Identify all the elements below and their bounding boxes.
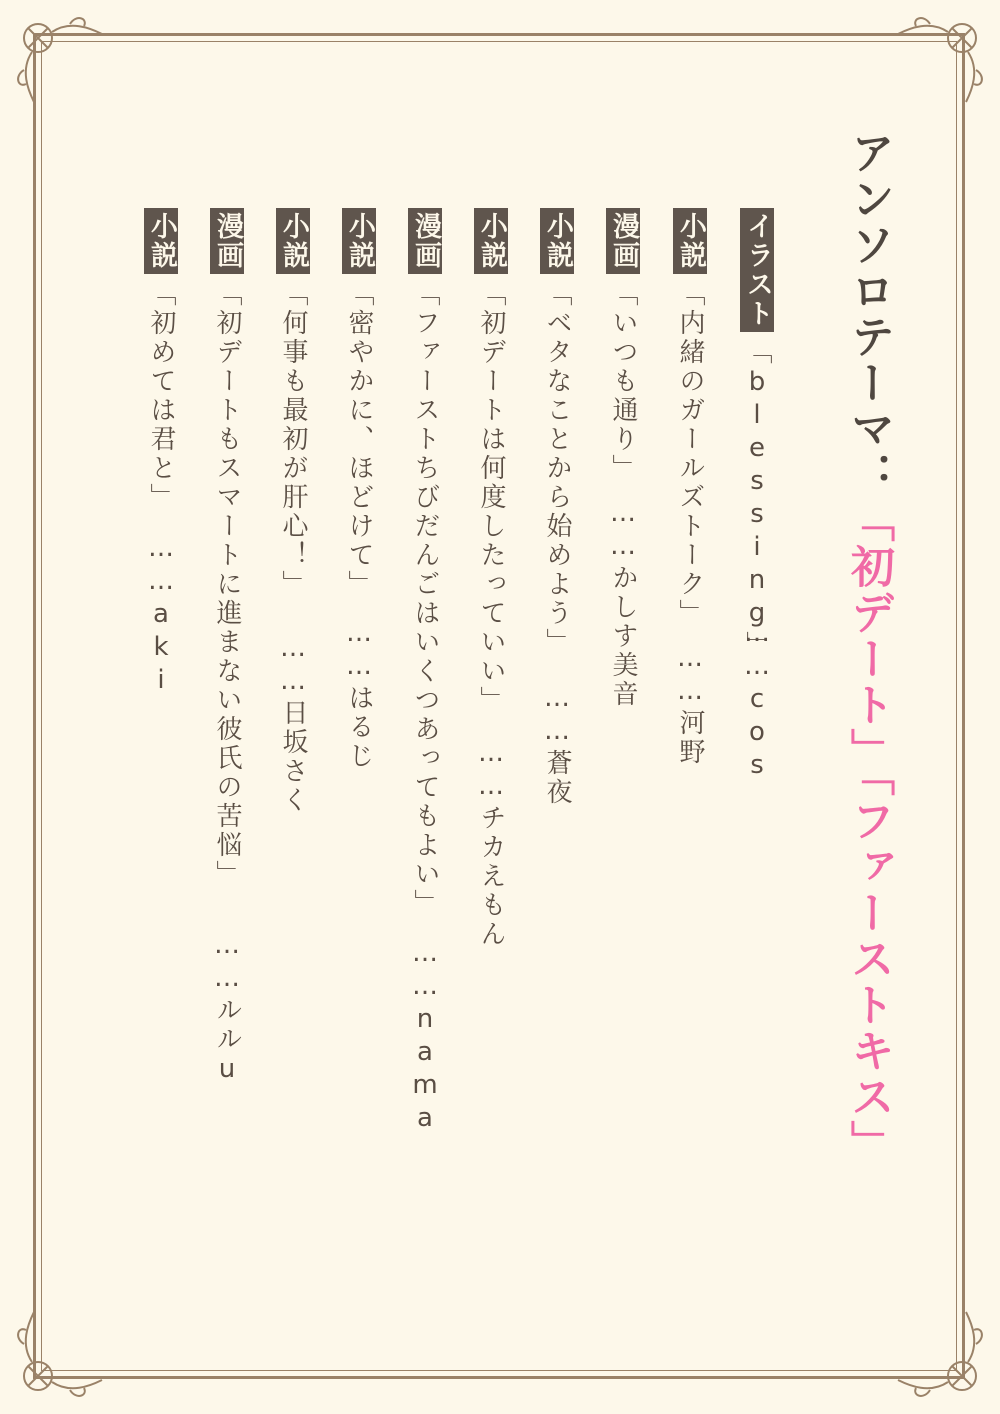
work-title: 「初めては君と」	[146, 280, 176, 512]
author-name: ……nama	[410, 938, 440, 1136]
work-title: 「密やかに、ほどけて」	[344, 280, 374, 599]
category-badge: 漫画	[606, 208, 640, 274]
author-name: ……日坂さく	[278, 633, 308, 815]
title-prefix: アンソロテーマ：	[843, 130, 894, 498]
corner-ornament-icon	[890, 10, 990, 110]
work-title: 「初デートは何度したっていい」	[476, 280, 506, 715]
author-name: ……蒼夜	[542, 683, 572, 807]
category-badge: 小説	[276, 208, 310, 274]
corner-ornament-icon	[10, 10, 110, 110]
author-name: ……チカえもん	[476, 738, 506, 949]
category-badge: 漫画	[408, 208, 442, 274]
corner-ornament-icon	[10, 1304, 110, 1404]
list-item	[474, 208, 508, 949]
category-badge: 小説	[673, 208, 707, 274]
work-title: 「初デートもスマートに進まない彼氏の苦悩」	[212, 280, 242, 889]
work-title: 「何事も最初が肝心！」	[278, 280, 308, 599]
theme-first-kiss: 「ファーストキス」	[843, 774, 894, 1166]
category-badge: 小説	[144, 208, 178, 274]
corner-ornament-icon	[890, 1304, 990, 1404]
work-title: 「内緒のガールズトーク」	[675, 280, 705, 628]
work-title: 「ベタなことから始めよう」	[542, 280, 572, 657]
list-item	[210, 208, 244, 1087]
author-name: ……河野	[675, 643, 705, 767]
work-title: 「blessing」	[742, 338, 772, 660]
list-item	[606, 208, 640, 709]
theme-first-date: 「初デート」	[843, 498, 894, 774]
category-badge: 漫画	[210, 208, 244, 274]
category-badge: 小説	[540, 208, 574, 274]
list-item	[740, 208, 774, 783]
list-item	[276, 208, 310, 815]
author-name: ……cos	[742, 618, 772, 783]
category-badge: イラスト	[740, 208, 774, 332]
list-item	[673, 208, 707, 767]
work-title: 「ファーストちびだんごはいくつあってもよい」	[410, 280, 440, 918]
list-item	[144, 208, 178, 698]
author-name: ……かしす美音	[608, 498, 638, 709]
work-title: 「いつも通り」	[608, 280, 638, 483]
list-item	[342, 208, 376, 771]
author-name: ……aki	[146, 533, 176, 698]
author-name: ……はるじ	[344, 618, 374, 771]
list-item	[540, 208, 574, 807]
category-badge: 小説	[474, 208, 508, 274]
list-item	[408, 208, 442, 1136]
category-badge: 小説	[342, 208, 376, 274]
page-title	[843, 130, 893, 1166]
author-name: ……ルルu	[212, 930, 242, 1087]
